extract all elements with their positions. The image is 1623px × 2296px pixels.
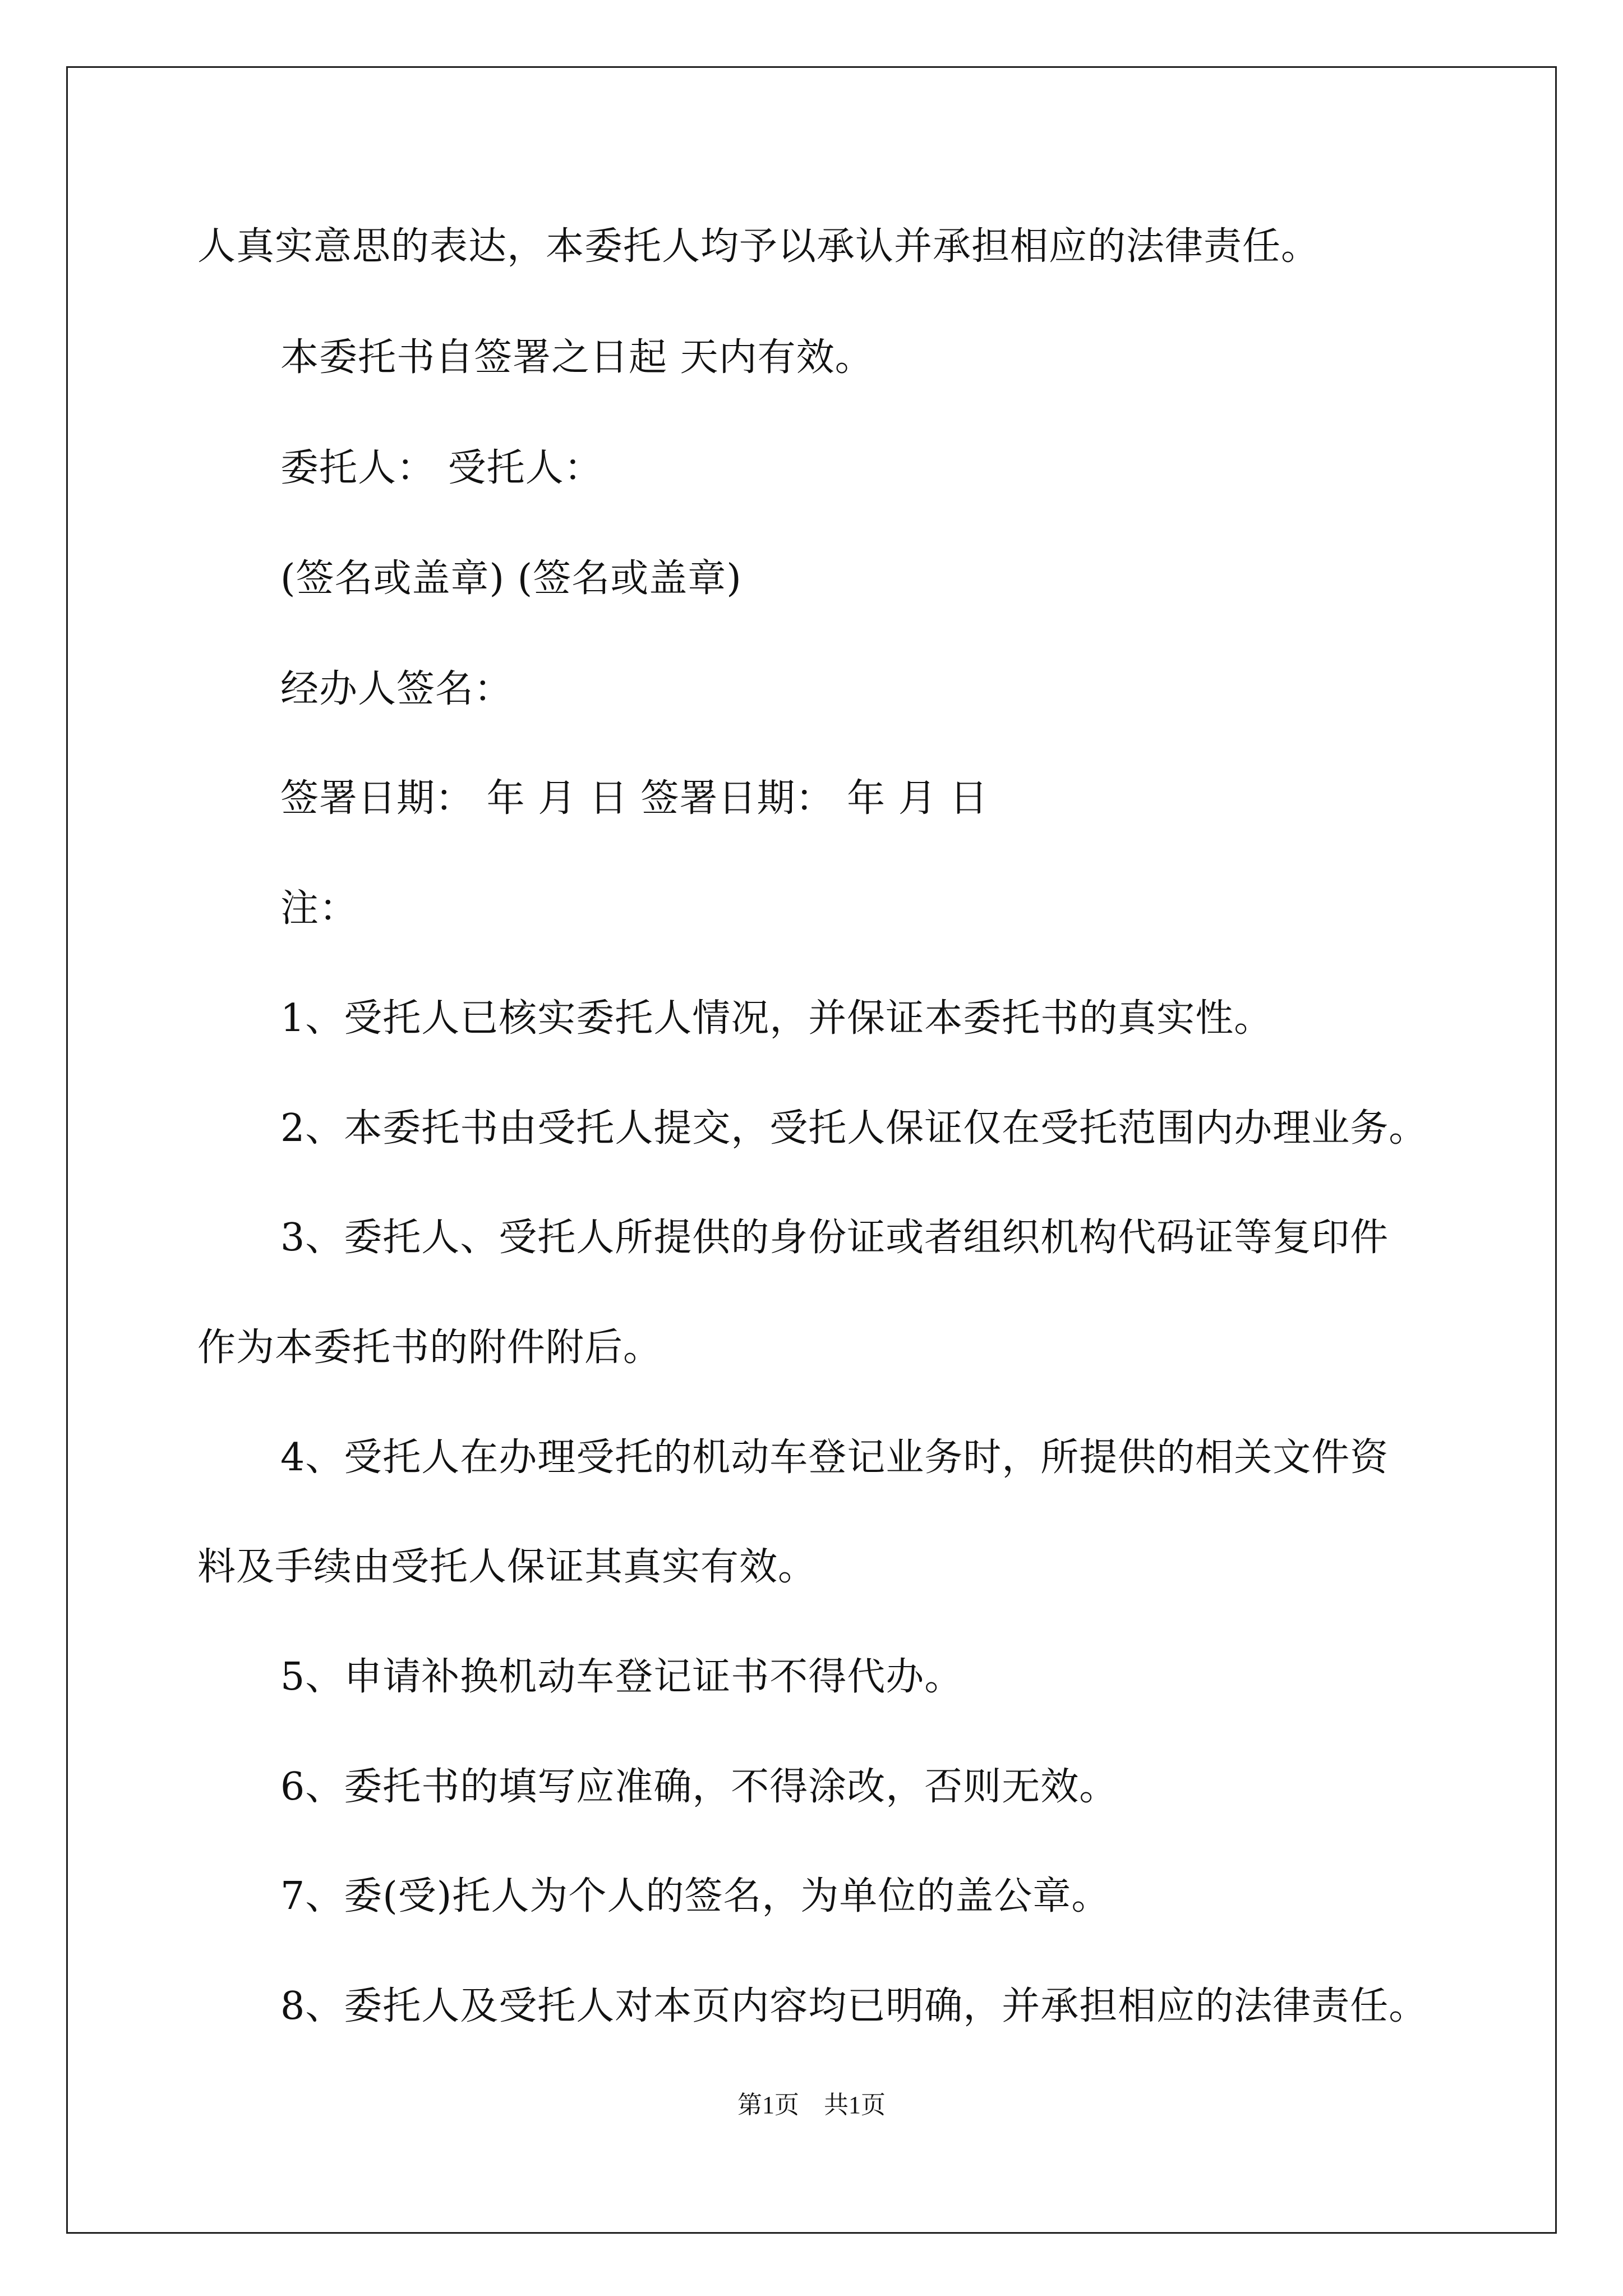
note-5: 5、申请补换机动车登记证书不得代办。 xyxy=(280,1655,963,1699)
signature-note: (签名或盖章) (签名或盖章) xyxy=(280,556,742,601)
note-4-line-2: 料及手续由受托人保证其真实有效。 xyxy=(197,1545,817,1589)
page-number-footer: 第1页 共1页 xyxy=(737,2091,886,2119)
note-3-line-1: 3、委托人、受托人所提供的身份证或者组织机构代码证等复印件 xyxy=(280,1216,1389,1260)
note-4-line-1: 4、受托人在办理受托的机动车登记业务时，所提供的相关文件资 xyxy=(280,1435,1389,1480)
note-6: 6、委托书的填写应准确，不得涂改，否则无效。 xyxy=(280,1765,1118,1809)
paragraph-continuation: 人真实意思的表达，本委托人均予以承认并承担相应的法律责任。 xyxy=(197,224,1320,269)
validity-paragraph: 本委托书自签署之日起 天内有效。 xyxy=(280,335,874,380)
handler-signature-label: 经办人签名： xyxy=(280,667,513,711)
note-3-line-2: 作为本委托书的附件附后。 xyxy=(197,1326,662,1370)
signing-date-line: 签署日期： 年 月 日 签署日期： 年 月 日 xyxy=(280,776,989,821)
note-2: 2、本委托书由受托人提交，受托人保证仅在受托范围内办理业务。 xyxy=(280,1106,1428,1151)
note-7: 7、委(受)托人为个人的签名，为单位的盖公章。 xyxy=(280,1874,1110,1918)
notes-heading: 注： xyxy=(280,886,358,931)
note-8: 8、委托人及受托人对本页内容均已明确，并承担相应的法律责任。 xyxy=(280,1984,1428,2028)
note-1: 1、受托人已核实委托人情况，并保证本委托书的真实性。 xyxy=(280,996,1273,1041)
parties-label: 委托人： 受托人： xyxy=(280,446,603,490)
